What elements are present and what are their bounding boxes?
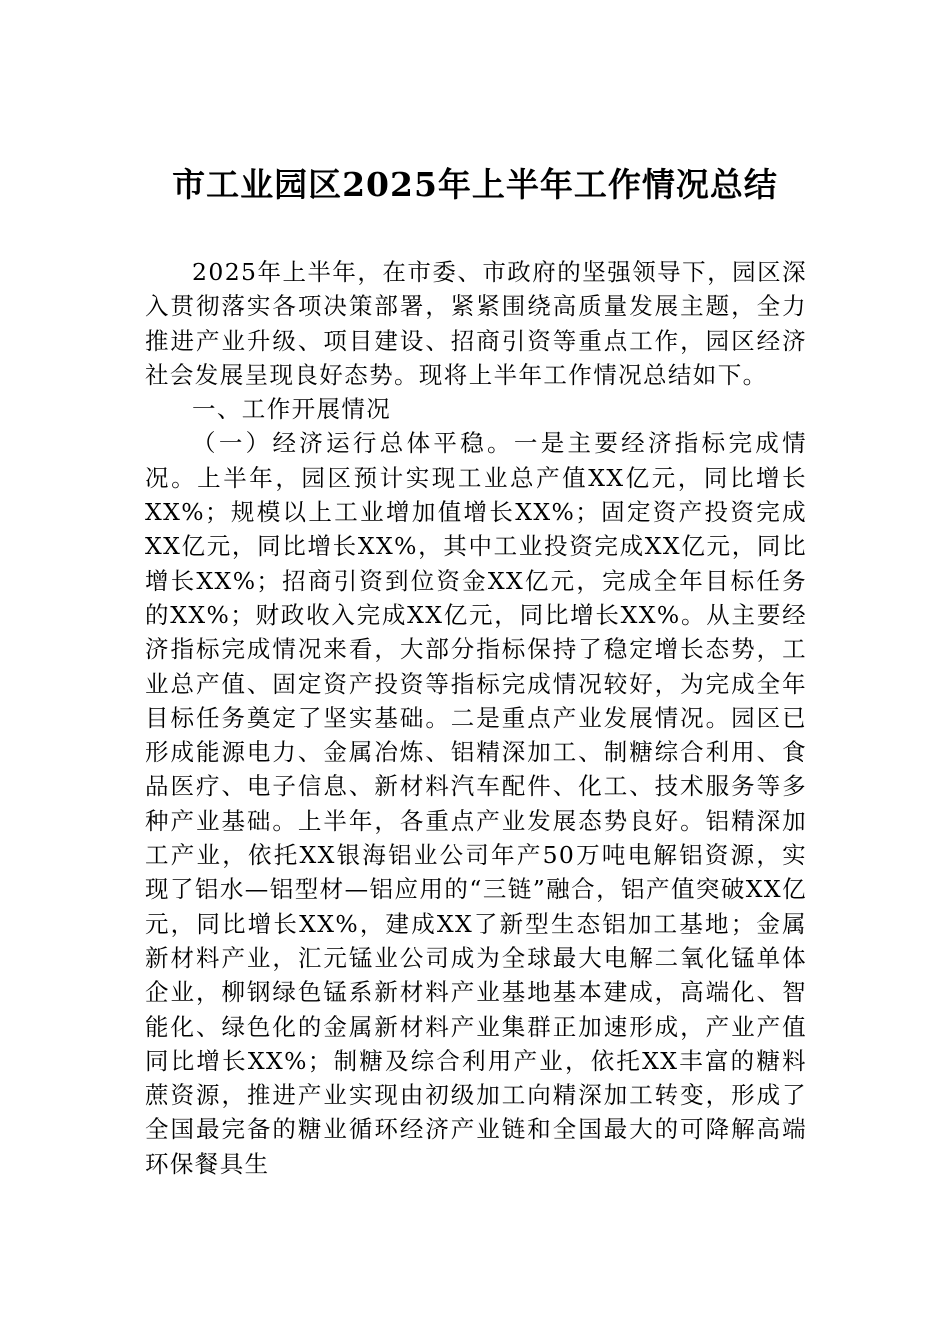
document-body <box>145 255 807 1181</box>
intro-paragraph: 2025年上半年，在市委、市政府的坚强领导下，园区深入贯彻落实各项决策部署，紧紧围绕高质量发展主题，全力推进产业升级、项目建设、招商引资等重点工作，园区经济社会发展呈现良好态势。现将上半年工作情况总结如下。 <box>145 258 807 389</box>
document-title: 市工业园区2025年上半年工作情况总结 <box>172 165 778 204</box>
section-paragraph: （一）经济运行总体平稳。一是主要经济指标完成情况。上半年，园区预计实现工业总产值XX亿元，同比增长XX%；规模以上工业增加值增长XX%；固定资产投资完成XX亿元，同比增长XX%，其中工业投资完成XX亿元，同比增长XX%；招商引资到位资金XX亿元，完成全年目标任务的XX%；财政收入完成XX亿元，同比增长XX%。从主要经济指标完成情况来看，大部分指标保持了稳定增长态势，工业总产值、固定资产投资等指标完成情况较好，为完成全年目标任务奠定了坚实基础。二是重点产业发展情况。园区已形成能源电力、金属冶炼、铝精深加工、制糖综合利用、食品医疗、电子信息、新材料汽车配件、化工、技术服务等多种产业基础。上半年，各重点产业发展态势良好。铝精深加工产业，依托XX银海铝业公司年产50万吨电解铝资源，实现了铝水—铝型材—铝应用的“三链”融合，铝产值突破XX亿元，同比增长XX%，建成XX了新型生态铝加工基地；金属新材料产业，汇元锰业公司成为全球最大电解二氧化锰单体企业，柳钢绿色锰系新材料产业基地基本建成，高端化、智能化、绿色化的金属新材料产业集群正加速形成，产业产值同比增长XX%；制糖及综合利用产业，依托XX丰富的糖料蔗资源，推进产业实现由初级加工向精深加工转变，形成了全国最完备的糖业循环经济产业链和全国最大的可降解高端环保餐具生 <box>145 429 807 1178</box>
section-heading: 一、工作开展情况 <box>192 395 392 424</box>
